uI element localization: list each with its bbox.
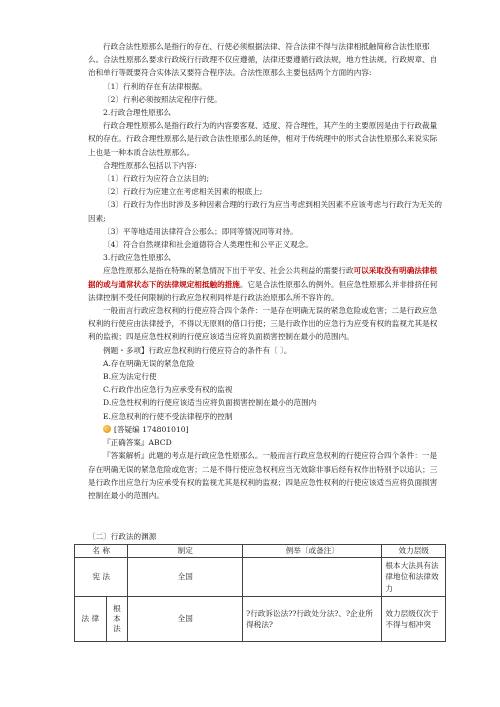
option-a: A.存在明确无误的紧急危险: [103, 358, 195, 368]
document-body: [88, 40, 444, 502]
list-item: 〔4〕符合自然规律和社会道德符合人类理性和公平正义观念。: [103, 240, 313, 250]
emergency-text-after: 。它是合法性原那么的例外。但应急性原那么并非排挤任何法律控制不受任何限制的行政应急权利同样是行政法治原那么所不容许的。: [88, 279, 438, 302]
question-id-label[interactable]: [答疑编 174801010]: [114, 424, 189, 434]
list-item: 〔1〕行利的存在有法律根据。: [103, 81, 207, 91]
list-item: 〔1〕行政行为应符合立法目的;: [103, 174, 210, 184]
header-maker: 制定: [128, 545, 243, 558]
header-example: 例举〔或备注〕: [243, 545, 382, 558]
section-heading: 3.行政应急性原那么: [103, 253, 171, 263]
table-title: 〔二〕行政法的渊源: [88, 532, 157, 541]
emergency-highlight: 可以采取没有明确法律根据的或与通常状态下的法律规定相抵触的措施: [88, 266, 438, 289]
section-heading: 2.行政合理性原那么: [103, 108, 171, 118]
table-row: [75, 558, 446, 597]
question-text: 例题・多项】行政应急权利的行使应符合的条件有〔 〕。: [103, 345, 292, 355]
law-sources-table: [74, 544, 446, 642]
table-row: [75, 597, 446, 642]
correct-answer: 『正确答案』ABCD: [103, 438, 172, 448]
cell-level: 效力层级仅次于不得与相冲突: [382, 597, 446, 642]
cell-level: 根本大法具有法律地位和法律效力: [382, 558, 446, 597]
paragraph-conditions: 一般而言行政应急权利的行使应符合四个条件：一是存在明确无误的紧急危险或危害；二是行政应急权利的行使应由法律授予，不得以无原则的借口行使；三是行政作出的应急行为应受有权的监视尤其是权利的监视；四是应急性权利的行使应该适当应将负面损害控制在最小的范围内。: [88, 306, 438, 342]
cell-example: [243, 558, 382, 597]
cell-example: ?行政诉讼法??行政处分法?、?企业所得税法?: [243, 597, 382, 642]
option-c: C.行政作出应急行为应承受有权的监视: [103, 385, 233, 395]
list-item: 〔3〕平等地适用法律符合公那么；即同等情况同等对待。: [103, 226, 298, 236]
cell-name: 宪 法: [75, 558, 128, 597]
option-d: D.应急性权利的行使应该适当应将负面损害控制在最小的范围内: [103, 398, 317, 408]
question-id[interactable]: [88, 423, 444, 436]
answer-analysis: 『答案解析』此题的考点是行政应急性原那么。一般而言行政应急权利的行使应符合四个条件：一是存在明确无误的紧急危险或危害；二是不得行使应急权利应当无效除非事后经有权作出特别予以追认；三是行政作出应急行为应承受有权的监视尤其是权利的监视；四是应急性权利的行使应该适当应将负面损害控制在最小的范围内。: [88, 451, 438, 500]
list-item: 〔3〕行政行为作出时涉及多种因素合理的行政行为应当考虑到相关因素不应该考虑与行政行为无关的因素;: [88, 200, 442, 223]
header-level: 效力层级: [382, 545, 446, 558]
cell-maker: 全国: [128, 597, 243, 642]
emergency-text-before: 应急性原那么是指在特殊的紧急情况下出于平安、社会公共利益的需要行政: [103, 266, 354, 276]
cell-maker: 全国: [128, 558, 243, 597]
cell-name: 法 律: [75, 597, 107, 642]
header-name: 名 称: [75, 545, 128, 558]
paragraph-intro: 合理性原那么包括以下内容:: [103, 160, 197, 170]
list-item: 〔2〕行政行为应建立在考虑相关因素的根底上;: [103, 187, 263, 197]
paragraph-legality-principle: 行政合法性原那么是指行的存在、行使必须根据法律、符合法律不得与法律相抵触简称合法性原那么。合法性原那么要求行政统行行政理不仅应遵循，法律还要遵循行政法规，地方性法规、行政规章、自治和单行等既要符合实体法又要符合程序法。合法性原那么主要包括两个方面的内容:: [88, 42, 438, 78]
option-b: B.应为法定行使: [103, 372, 157, 382]
cell-subtype: 根本法: [106, 597, 128, 642]
paragraph-rationality-principle: 行政合理性原那么是指行政行为的内容要客观、适度、符合理性，其产生的主要原因是由于行政裁量权的存在。行政合理性原那么是行政合法性原那么的延伸，相对于传统理中的形式合法性原那么来说实际上也是一种本质合法性原那么。: [88, 121, 438, 157]
table-header-row: [75, 545, 446, 558]
option-e: E.应急权利的行使不受法律程序的控制: [103, 411, 233, 421]
list-item: 〔2〕行利必须按照法定程序行使。: [103, 94, 222, 104]
paragraph-emergency-principle: [88, 264, 444, 304]
answer-bubble-icon: [103, 425, 111, 433]
